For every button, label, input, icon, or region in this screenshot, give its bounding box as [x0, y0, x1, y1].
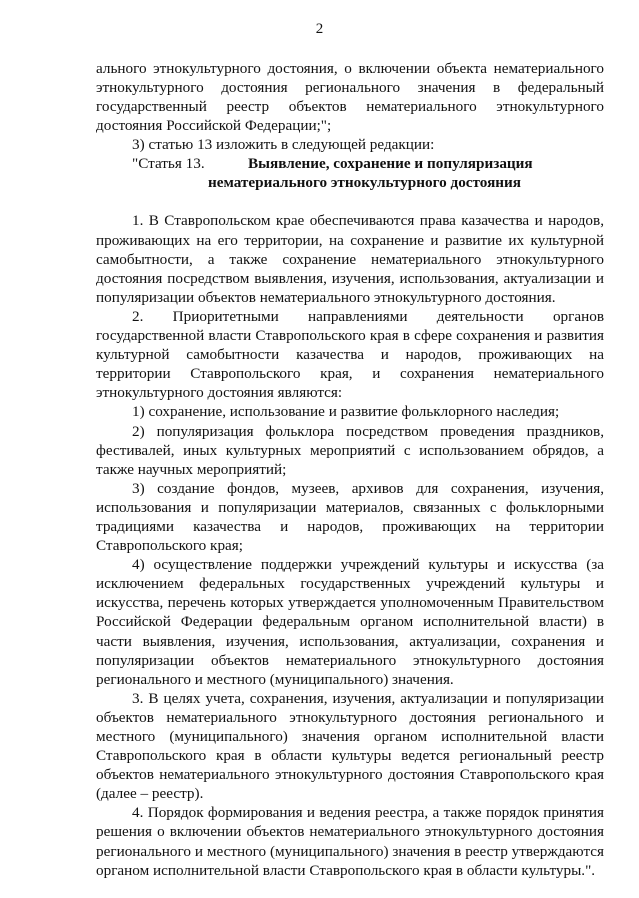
- opening-paragraph: ального этнокультурного достояния, о включении объекта нематериального этнокультурного достояния регионального значения в федеральный государственный реестр объектов нематериального этнокультурного достояния Российской Федерации;";: [96, 60, 604, 135]
- amendment-intro: 3) статью 13 изложить в следующей редакции:: [132, 136, 435, 154]
- article-heading: [96, 154, 604, 192]
- paragraph-2-item-2: 2) популяризация фольклора посредством проведения праздников, фестивалей, иных культурных мероприятий с использованием обрядов, а также научных мероприятий;: [96, 422, 604, 478]
- article-number: "Статья 13.: [132, 155, 205, 173]
- article-title-line-1: Выявление, сохранение и популяризация: [248, 155, 533, 173]
- article-title-line-2: нематериального этнокультурного достояния: [208, 174, 522, 192]
- paragraph-2-item-1: 1) сохранение, использование и развитие фольклорного наследия;: [132, 403, 560, 421]
- paragraph-1: 1. В Ставропольском крае обеспечиваются права казачества и народов, проживающих на его территории, на сохранение и развитие их культурной самобытности, а также сохранение нематериального этнокультурного достояния посредством выявления, изучения, использования, актуализации и популяризации объектов нематериального этнокультурного достояния.: [96, 212, 604, 306]
- paragraph-3: 3. В целях учета, сохранения, изучения, актуализации и популяризации объектов нематериального этнокультурного достояния регионального и местного (муниципального) значения органом исполнительной власти Ставропольского края в области культуры ведется региональный реестр объектов нематериального этнокультурного достояния Ставропольского края (далее – реестр).: [96, 689, 604, 803]
- paragraph-2-item-4: 4) осуществление поддержки учреждений культуры и искусства (за исключением федеральных государственных учреждений культуры и искусства, перечень которых утверждается уполномоченным Правительством Российской Федерации федеральным органом исполнительной власти) в части выявления, изучения, использования, актуализации, сохранения и популяризации объектов нематериального этнокультурного достояния регионального и местного (муниципального) значения.: [96, 556, 604, 688]
- section-gap: [96, 192, 604, 211]
- paragraph-2-item-3: 3) создание фондов, музеев, архивов для сохранения, изучения, использования и популяризации материалов, связанных с фольклорными традициями казачества и народов, проживающих на территории Ставропольского края;: [96, 479, 604, 555]
- document-body: [96, 59, 604, 880]
- page-number: 2: [315, 21, 324, 37]
- paragraph-2: 2. Приоритетными направлениями деятельности органов государственной власти Ставропольского края в сфере сохранения и развития культурной самобытности казачества и народов, проживающих на территории Ставропольского края, и сохранения нематериального этнокультурного достояния являются:: [96, 307, 604, 402]
- paragraph-4: 4. Порядок формирования и ведения реестра, а также порядок принятия решения о включении объектов нематериального этнокультурного достояния регионального и местного (муниципального) значения в реестр утверждаются органом исполнительной власти Ставропольского края в области культуры.".: [96, 804, 604, 879]
